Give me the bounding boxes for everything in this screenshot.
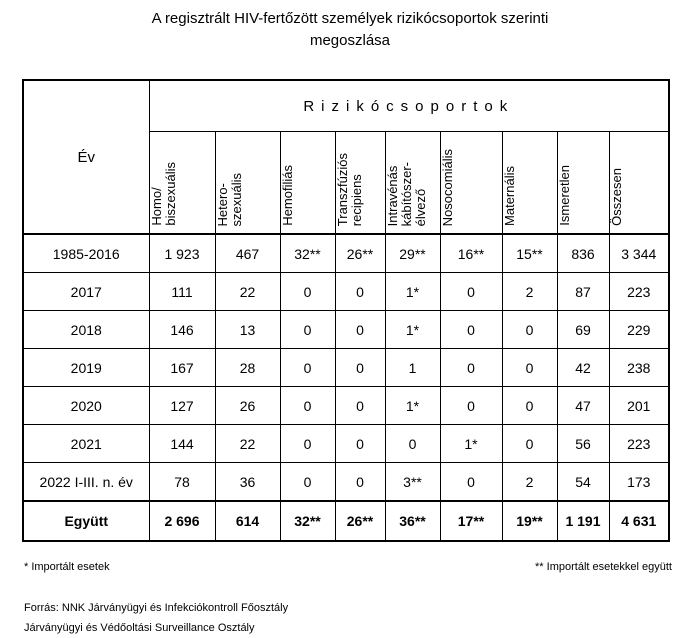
value-cell: 167 — [149, 349, 215, 387]
column-header — [280, 132, 335, 235]
value-cell: 87 — [557, 273, 609, 311]
value-cell: 15** — [502, 234, 557, 273]
value-cell: 29** — [385, 234, 440, 273]
column-header — [335, 132, 385, 235]
value-cell: 0 — [502, 387, 557, 425]
year-cell: 2020 — [23, 387, 149, 425]
column-header-label — [441, 147, 457, 230]
table-row — [23, 387, 669, 425]
value-cell: 0 — [335, 349, 385, 387]
total-label: Együtt — [23, 501, 149, 541]
value-cell: 47 — [557, 387, 609, 425]
column-header-line: Hemofiliás — [279, 165, 295, 226]
column-header-label — [503, 164, 519, 230]
table-row — [23, 463, 669, 502]
value-cell: 69 — [557, 311, 609, 349]
value-cell: 0 — [440, 349, 502, 387]
table-title — [0, 8, 700, 52]
table-body — [23, 234, 669, 541]
total-row — [23, 501, 669, 541]
value-cell: 1* — [385, 387, 440, 425]
source-line-1: Forrás: NNK Járványügyi és Infekciókontroll Főosztály — [24, 602, 289, 614]
value-cell: 1 191 — [557, 501, 609, 541]
value-cell: 0 — [335, 425, 385, 463]
value-cell: 42 — [557, 349, 609, 387]
value-cell: 173 — [609, 463, 669, 502]
value-cell: 0 — [440, 387, 502, 425]
source-line-2: Járványügyi és Védőoltási Surveillance Osztály — [24, 622, 255, 634]
value-cell: 1* — [385, 311, 440, 349]
column-header-line: biszexuális — [162, 162, 178, 226]
note-with-imported: ** Importált esetekkel együtt — [535, 561, 672, 573]
value-cell: 0 — [440, 273, 502, 311]
year-cell: 2021 — [23, 425, 149, 463]
year-cell: 2018 — [23, 311, 149, 349]
value-cell: 1 923 — [149, 234, 215, 273]
value-cell: 54 — [557, 463, 609, 502]
value-cell: 78 — [149, 463, 215, 502]
value-cell: 223 — [609, 273, 669, 311]
column-header-label — [281, 163, 297, 230]
title-line-2: megoszlása — [309, 32, 391, 49]
value-cell: 0 — [502, 311, 557, 349]
value-cell: 467 — [215, 234, 280, 273]
column-header — [149, 132, 215, 235]
value-cell: 1 — [385, 349, 440, 387]
column-header-label — [150, 160, 180, 230]
column-header — [440, 132, 502, 235]
value-cell: 56 — [557, 425, 609, 463]
year-cell: 2019 — [23, 349, 149, 387]
value-cell: 0 — [280, 425, 335, 463]
table-row — [23, 234, 669, 273]
value-cell: 26** — [335, 234, 385, 273]
value-cell: 0 — [385, 425, 440, 463]
value-cell: 229 — [609, 311, 669, 349]
value-cell: 146 — [149, 311, 215, 349]
value-cell: 111 — [149, 273, 215, 311]
value-cell: 19** — [502, 501, 557, 541]
column-header-line: Hetero- — [214, 182, 230, 226]
value-cell: 0 — [335, 273, 385, 311]
value-cell: 32** — [280, 234, 335, 273]
value-cell: 1* — [385, 273, 440, 311]
value-cell: 3 344 — [609, 234, 669, 273]
value-cell: 0 — [280, 349, 335, 387]
value-cell: 36 — [215, 463, 280, 502]
year-column-header: Év — [23, 80, 149, 234]
value-cell: 0 — [335, 463, 385, 502]
column-header-line: recipiens — [348, 173, 364, 226]
value-cell: 0 — [440, 311, 502, 349]
column-header-label — [558, 163, 574, 230]
column-header — [502, 132, 557, 235]
value-cell: 223 — [609, 425, 669, 463]
value-cell: 2 — [502, 273, 557, 311]
table-row — [23, 425, 669, 463]
value-cell: 28 — [215, 349, 280, 387]
column-header-label — [216, 171, 246, 230]
column-header-line: Maternális — [501, 166, 517, 226]
column-header-label — [386, 160, 430, 230]
column-header — [385, 132, 440, 235]
value-cell: 17** — [440, 501, 502, 541]
value-cell: 0 — [502, 425, 557, 463]
column-header-line: Ismeretlen — [556, 165, 572, 226]
value-cell: 614 — [215, 501, 280, 541]
value-cell: 0 — [280, 273, 335, 311]
value-cell: 4 631 — [609, 501, 669, 541]
value-cell: 836 — [557, 234, 609, 273]
value-cell: 22 — [215, 273, 280, 311]
value-cell: 144 — [149, 425, 215, 463]
value-cell: 3** — [385, 463, 440, 502]
source-note — [24, 598, 288, 638]
value-cell: 201 — [609, 387, 669, 425]
table-row — [23, 311, 669, 349]
year-cell: 1985-2016 — [23, 234, 149, 273]
column-header-line: kábítószer- — [398, 161, 414, 226]
year-cell: 2017 — [23, 273, 149, 311]
value-cell: 238 — [609, 349, 669, 387]
value-cell: 26** — [335, 501, 385, 541]
risk-groups-header: Rizikócsoportok — [149, 80, 669, 132]
value-cell: 0 — [335, 311, 385, 349]
column-header-line: Homo/ — [148, 187, 164, 226]
value-cell: 26 — [215, 387, 280, 425]
value-cell: 2 696 — [149, 501, 215, 541]
value-cell: 0 — [335, 387, 385, 425]
column-header — [557, 132, 609, 235]
value-cell: 0 — [280, 387, 335, 425]
table-row — [23, 349, 669, 387]
column-header-line: Transzfúziós — [334, 152, 350, 226]
title-line-1: A regisztrált HIV-fertőzött személyek rizikócsoportok szerinti — [151, 10, 549, 27]
value-cell: 0 — [280, 311, 335, 349]
risk-group-table — [22, 79, 670, 542]
column-header-line: Összesen — [608, 168, 624, 226]
value-cell: 0 — [502, 349, 557, 387]
column-header-line: Intravénás — [384, 165, 400, 226]
value-cell: 16** — [440, 234, 502, 273]
column-header — [609, 132, 669, 235]
value-cell: 36** — [385, 501, 440, 541]
value-cell: 13 — [215, 311, 280, 349]
value-cell: 2 — [502, 463, 557, 502]
year-cell: 2022 I-III. n. év — [23, 463, 149, 502]
column-header-line: szexuális — [228, 172, 244, 226]
value-cell: 1* — [440, 425, 502, 463]
column-header-line: Nosocomiális — [439, 148, 455, 226]
value-cell: 32** — [280, 501, 335, 541]
table-row — [23, 273, 669, 311]
column-header-label — [336, 151, 366, 230]
column-header-label — [610, 166, 626, 230]
note-imported: * Importált esetek — [24, 561, 110, 573]
value-cell: 127 — [149, 387, 215, 425]
column-header-line: élvező — [412, 188, 428, 226]
value-cell: 0 — [280, 463, 335, 502]
value-cell: 22 — [215, 425, 280, 463]
column-header — [215, 132, 280, 235]
value-cell: 0 — [440, 463, 502, 502]
